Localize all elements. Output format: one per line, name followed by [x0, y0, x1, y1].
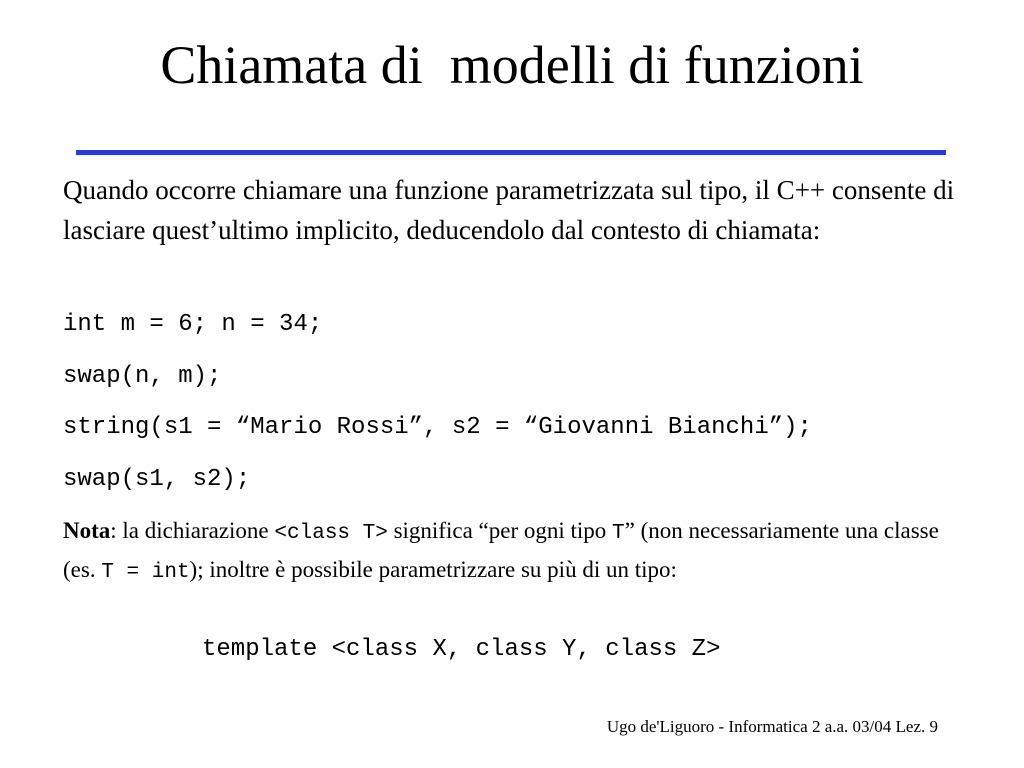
- code-line-swap-ints: swap(n, m);: [63, 363, 222, 390]
- note-label: Nota: [63, 518, 111, 543]
- intro-paragraph: Quando occorre chiamare una funzione parametrizzata sul tipo, il C++ consente di lasciare quest’ultimo implicito, deducendolo dal contesto di chiamata:: [63, 175, 955, 245]
- note-code-t: T: [612, 522, 625, 545]
- note-paragraph: [63, 513, 963, 591]
- code-line-swap-strings: swap(s1, s2);: [63, 466, 251, 493]
- note-text-2: significa “per ogni tipo: [387, 518, 613, 543]
- code-line-strings: string(s1 = “Mario Rossi”, s2 = “Giovanni Bianchi”);: [63, 414, 812, 441]
- note-text-3: ” (non necessariamente una classe (es.: [63, 518, 939, 582]
- note-code-class-t: <class T>: [274, 522, 388, 545]
- note-text-4: ); inoltre è possibile parametrizzare su più di un tipo:: [189, 557, 677, 582]
- title-underline: [76, 150, 946, 155]
- note-code-t-int: T = int: [101, 561, 190, 584]
- template-code-line: template <class X, class Y, class Z>: [202, 636, 721, 663]
- code-line-declaration: int m = 6; n = 34;: [63, 311, 323, 338]
- note-text-1: : la dichiarazione: [110, 518, 275, 543]
- slide-title: Chiamata di modelli di funzioni: [160, 35, 864, 95]
- slide-footer: Ugo de'Liguoro - Informatica 2 a.a. 03/04 Lez. 9: [606, 717, 938, 736]
